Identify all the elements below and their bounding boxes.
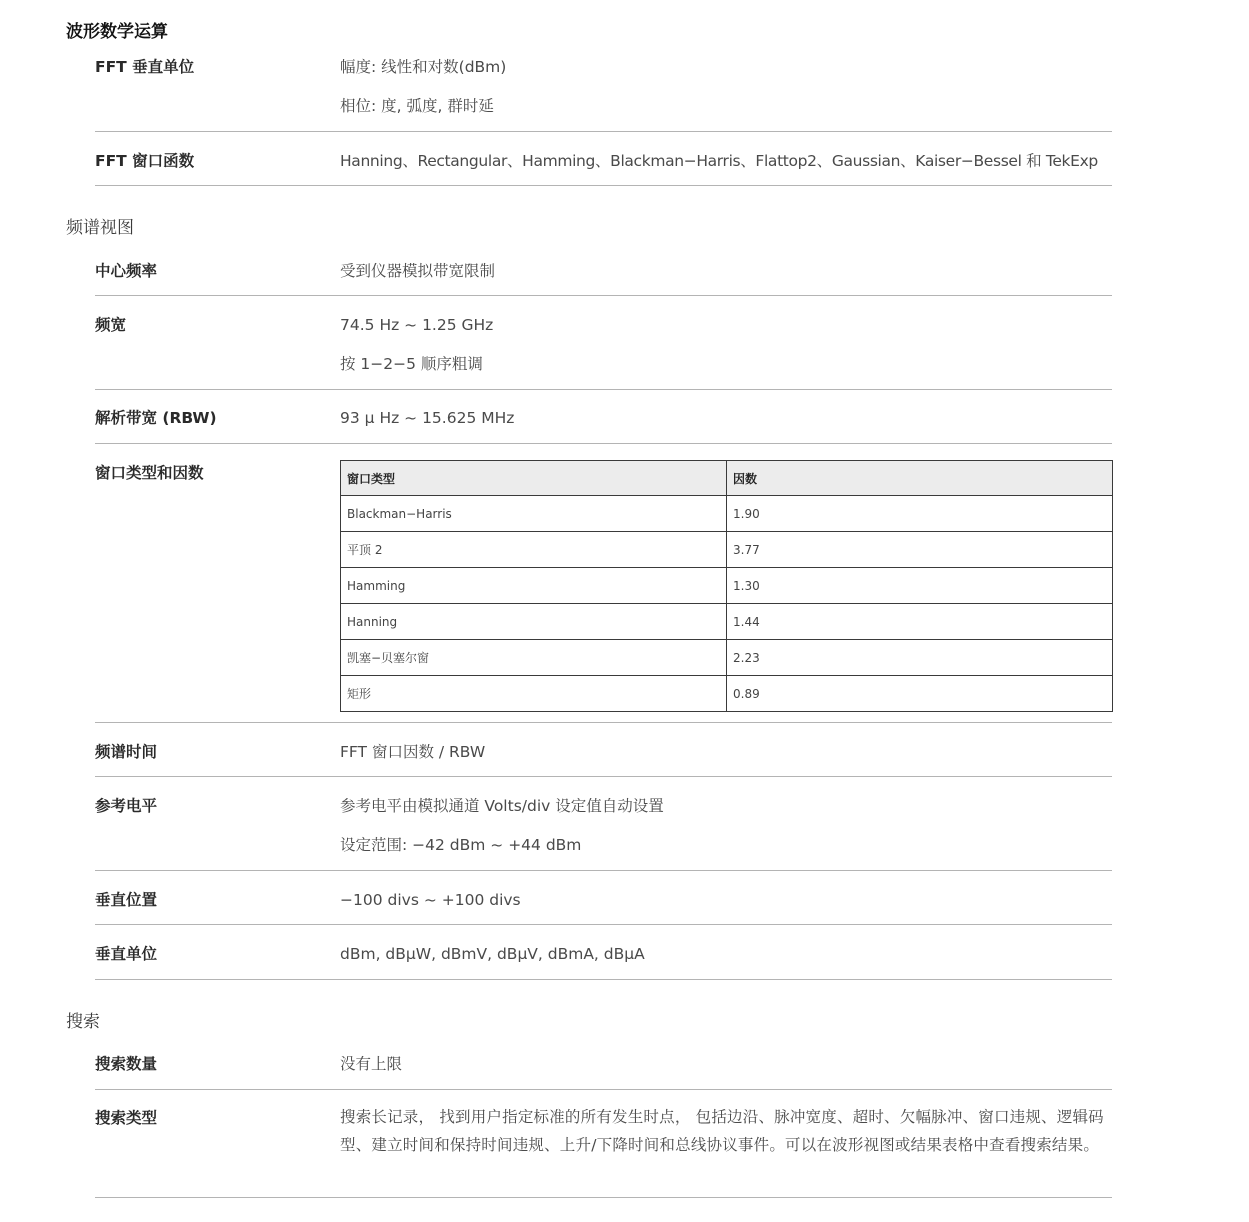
spec-label: 垂直位置	[95, 891, 158, 909]
table-header-window-type: 窗口类型	[341, 461, 727, 496]
table-row	[341, 640, 1113, 676]
spec-value-line: FFT 窗口因数 / RBW	[340, 743, 486, 761]
row-divider	[95, 1197, 1112, 1198]
row-divider	[95, 389, 1112, 390]
table-cell-window-type: Hamming	[341, 568, 727, 604]
table-cell-factor: 2.23	[727, 640, 1113, 676]
spec-value	[340, 944, 1115, 964]
table-header-row	[341, 461, 1113, 496]
spec-label: 搜索类型	[95, 1109, 158, 1127]
table-row	[341, 568, 1113, 604]
spec-value-line: 相位: 度, 弧度, 群时延	[340, 97, 494, 115]
spec-value	[340, 408, 1115, 428]
spec-label: 频宽	[95, 316, 127, 334]
spec-label: 中心频率	[95, 262, 158, 280]
spec-value-line: −100 divs ~ +100 divs	[340, 891, 521, 909]
spec-value-paragraph: 搜索长记录， 找到用户指定标准的所有发生时点， 包括边沿、脉冲宽度、超时、欠幅脉冲、窗口违规、逻辑码型、建立时间和保持时间违规、上升/下降时间和总线协议事件。可以在波形视图或结果表格中查看搜索结果。	[340, 1108, 1104, 1154]
spec-label: 解析带宽 (RBW)	[95, 409, 217, 427]
table-cell-window-type: Hanning	[341, 604, 727, 640]
section-title-spectrum-view: 频谱视图	[66, 218, 134, 238]
spec-label: 垂直单位	[95, 945, 158, 963]
spec-value-line: 受到仪器模拟带宽限制	[340, 262, 496, 280]
table-row	[341, 676, 1113, 712]
table-cell-factor: 1.90	[727, 496, 1113, 532]
table-cell-factor: 3.77	[727, 532, 1113, 568]
row-divider	[95, 295, 1112, 296]
row-divider	[95, 870, 1112, 871]
row-divider	[95, 443, 1112, 444]
table-cell-factor: 1.44	[727, 604, 1113, 640]
spec-value-line: 幅度: 线性和对数(dBm)	[340, 58, 507, 76]
spec-value-line: 93 μ Hz ~ 15.625 MHz	[340, 409, 515, 427]
row-divider	[95, 1089, 1112, 1090]
row-divider	[95, 776, 1112, 777]
table-header-factor: 因数	[727, 461, 1113, 496]
table-cell-window-type: 平顶 2	[341, 532, 727, 568]
spec-value-line: 参考电平由模拟通道 Volts/div 设定值自动设置	[340, 797, 664, 815]
row-divider	[95, 131, 1112, 132]
row-divider	[95, 979, 1112, 980]
spec-label: 参考电平	[95, 797, 158, 815]
table-row	[341, 532, 1113, 568]
spec-value-line: dBm, dBμW, dBmV, dBμV, dBmA, dBμA	[340, 945, 645, 963]
spec-label: FFT 垂直单位	[95, 58, 195, 76]
table-cell-window-type: 凯塞−贝塞尔窗	[341, 640, 727, 676]
row-divider	[95, 185, 1112, 186]
table-row	[341, 496, 1113, 532]
row-divider	[95, 722, 1112, 723]
row-divider	[95, 924, 1112, 925]
spec-value-line: 设定范围: −42 dBm ~ +44 dBm	[340, 836, 582, 854]
spec-label: FFT 窗口函数	[95, 152, 195, 170]
spec-value	[340, 796, 1115, 855]
table-cell-window-type: 矩形	[341, 676, 727, 712]
spec-value	[340, 315, 1115, 374]
table-row	[341, 604, 1113, 640]
section-title-search: 搜索	[66, 1012, 100, 1032]
table-cell-factor: 0.89	[727, 676, 1113, 712]
spec-value	[340, 1104, 1115, 1159]
spec-value-line: 没有上限	[340, 1055, 403, 1073]
spec-value	[340, 890, 1115, 910]
table-cell-factor: 1.30	[727, 568, 1113, 604]
spec-label: 搜索数量	[95, 1055, 158, 1073]
spec-value	[340, 261, 1115, 281]
spec-value-line: 按 1−2−5 顺序粗调	[340, 355, 483, 373]
window-factor-table	[340, 460, 1113, 712]
spec-label: 窗口类型和因数	[95, 464, 204, 482]
section-title-waveform-math: 波形数学运算	[66, 22, 168, 42]
spec-label: 频谱时间	[95, 743, 158, 761]
spec-value	[340, 742, 1115, 762]
spec-value-line: Hanning、Rectangular、Hamming、Blackman−Harris、Flattop2、Gaussian、Kaiser−Bessel 和 TekExp	[340, 152, 1098, 170]
spec-value	[340, 1054, 1115, 1074]
spec-value	[340, 57, 1115, 116]
spec-value-line: 74.5 Hz ~ 1.25 GHz	[340, 316, 494, 334]
table-cell-window-type: Blackman−Harris	[341, 496, 727, 532]
spec-value	[340, 151, 1115, 171]
